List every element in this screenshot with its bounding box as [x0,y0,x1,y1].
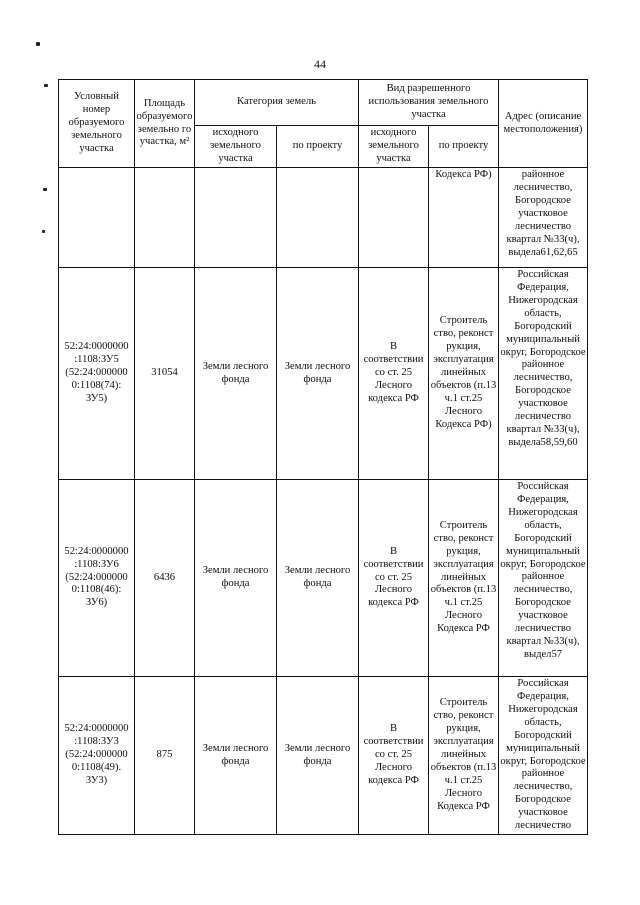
cell-plot-number: 52:24:0000000 :1108:ЗУ5 (52:24:000000 0:1108(74): ЗУ5) [59,268,135,480]
cell-use-project: Строитель ство, реконст рукция, эксплуатация линейных объектов (п.13 ч.1 ст.25 Лесного Кодекса РФ [429,480,499,677]
cell-empty [195,168,277,268]
cell-plot-number: 52:24:0000000 :1108:ЗУ3 (52:24:000000 0:1108(49). ЗУ3) [59,677,135,835]
table-row [59,677,588,835]
cell-use-project: Строитель ство, реконст рукция, эксплуатация линейных объектов (п.13 ч.1 ст.25 Лесного Кодекса РФ) [429,268,499,480]
cell-category-project: Земли лесного фонда [277,480,359,677]
cell-use-project: Кодекса РФ) [429,168,499,268]
cell-empty [59,168,135,268]
cell-empty [135,168,195,268]
scan-mark [42,230,45,233]
header-plot-area: Площадь образуемого земельно го участка, м² [135,80,195,168]
cell-address: Российская Федерация, Нижегородская область, Богородский муниципальный округ, Богородское районное лесничество, Богородское участковое лесничество [499,677,588,835]
land-plots-table [58,79,588,835]
scan-mark [43,188,47,191]
scan-mark [44,84,48,87]
cell-plot-area: 6436 [135,480,195,677]
cell-category-source: Земли лесного фонда [195,480,277,677]
cell-use-source: В соответствии со ст. 25 Лесного кодекса РФ [359,268,429,480]
table-row-continuation [59,168,588,268]
table-row [59,480,588,677]
cell-plot-number: 52:24:0000000 :1108:ЗУ6 (52:24:000000 0:1108(46): ЗУ6) [59,480,135,677]
header-permitted-use: Вид разрешенного использования земельного участка [359,80,499,126]
cell-empty [277,168,359,268]
cell-address: Российская Федерация, Нижегородская область, Богородский муниципальный округ, Богородское районное лесничество, Богородское участковое лесничество квартал №33(ч), выдела58,59,60 [499,268,588,480]
header-plot-number: Условный номер образуемого земельного участка [59,80,135,168]
cell-address: Российская Федерация, Нижегородская область, Богородский муниципальный округ, Богородское районное лесничество, Богородское участковое лесничество квартал №33(ч), выдел57 [499,480,588,677]
cell-category-source: Земли лесного фонда [195,677,277,835]
cell-category-project: Земли лесного фонда [277,677,359,835]
header-land-category: Категория земель [195,80,359,126]
cell-category-source: Земли лесного фонда [195,268,277,480]
header-address: Адрес (описание местоположения) [499,80,588,168]
cell-plot-area: 31054 [135,268,195,480]
cell-use-source: В соответствии со ст. 25 Лесного кодекса РФ [359,480,429,677]
scan-mark [36,42,40,46]
cell-use-project: Строитель ство, реконст рукция, эксплуатация линейных объектов (п.13 ч.1 ст.25 Лесного Кодекса РФ [429,677,499,835]
cell-category-project: Земли лесного фонда [277,268,359,480]
header-category-source: исходного земельного участка [195,126,277,168]
header-use-source: исходного земельного участка [359,126,429,168]
cell-empty [359,168,429,268]
cell-plot-area: 875 [135,677,195,835]
cell-address: районное лесничество, Богородское участковое лесничество квартал №33(ч), выдела61,62,65 [499,168,588,268]
header-use-project: по проекту [429,126,499,168]
page-number: 44 [314,57,326,71]
header-category-project: по проекту [277,126,359,168]
table-row [59,268,588,480]
cell-use-source: В соответствии со ст. 25 Лесного кодекса РФ [359,677,429,835]
